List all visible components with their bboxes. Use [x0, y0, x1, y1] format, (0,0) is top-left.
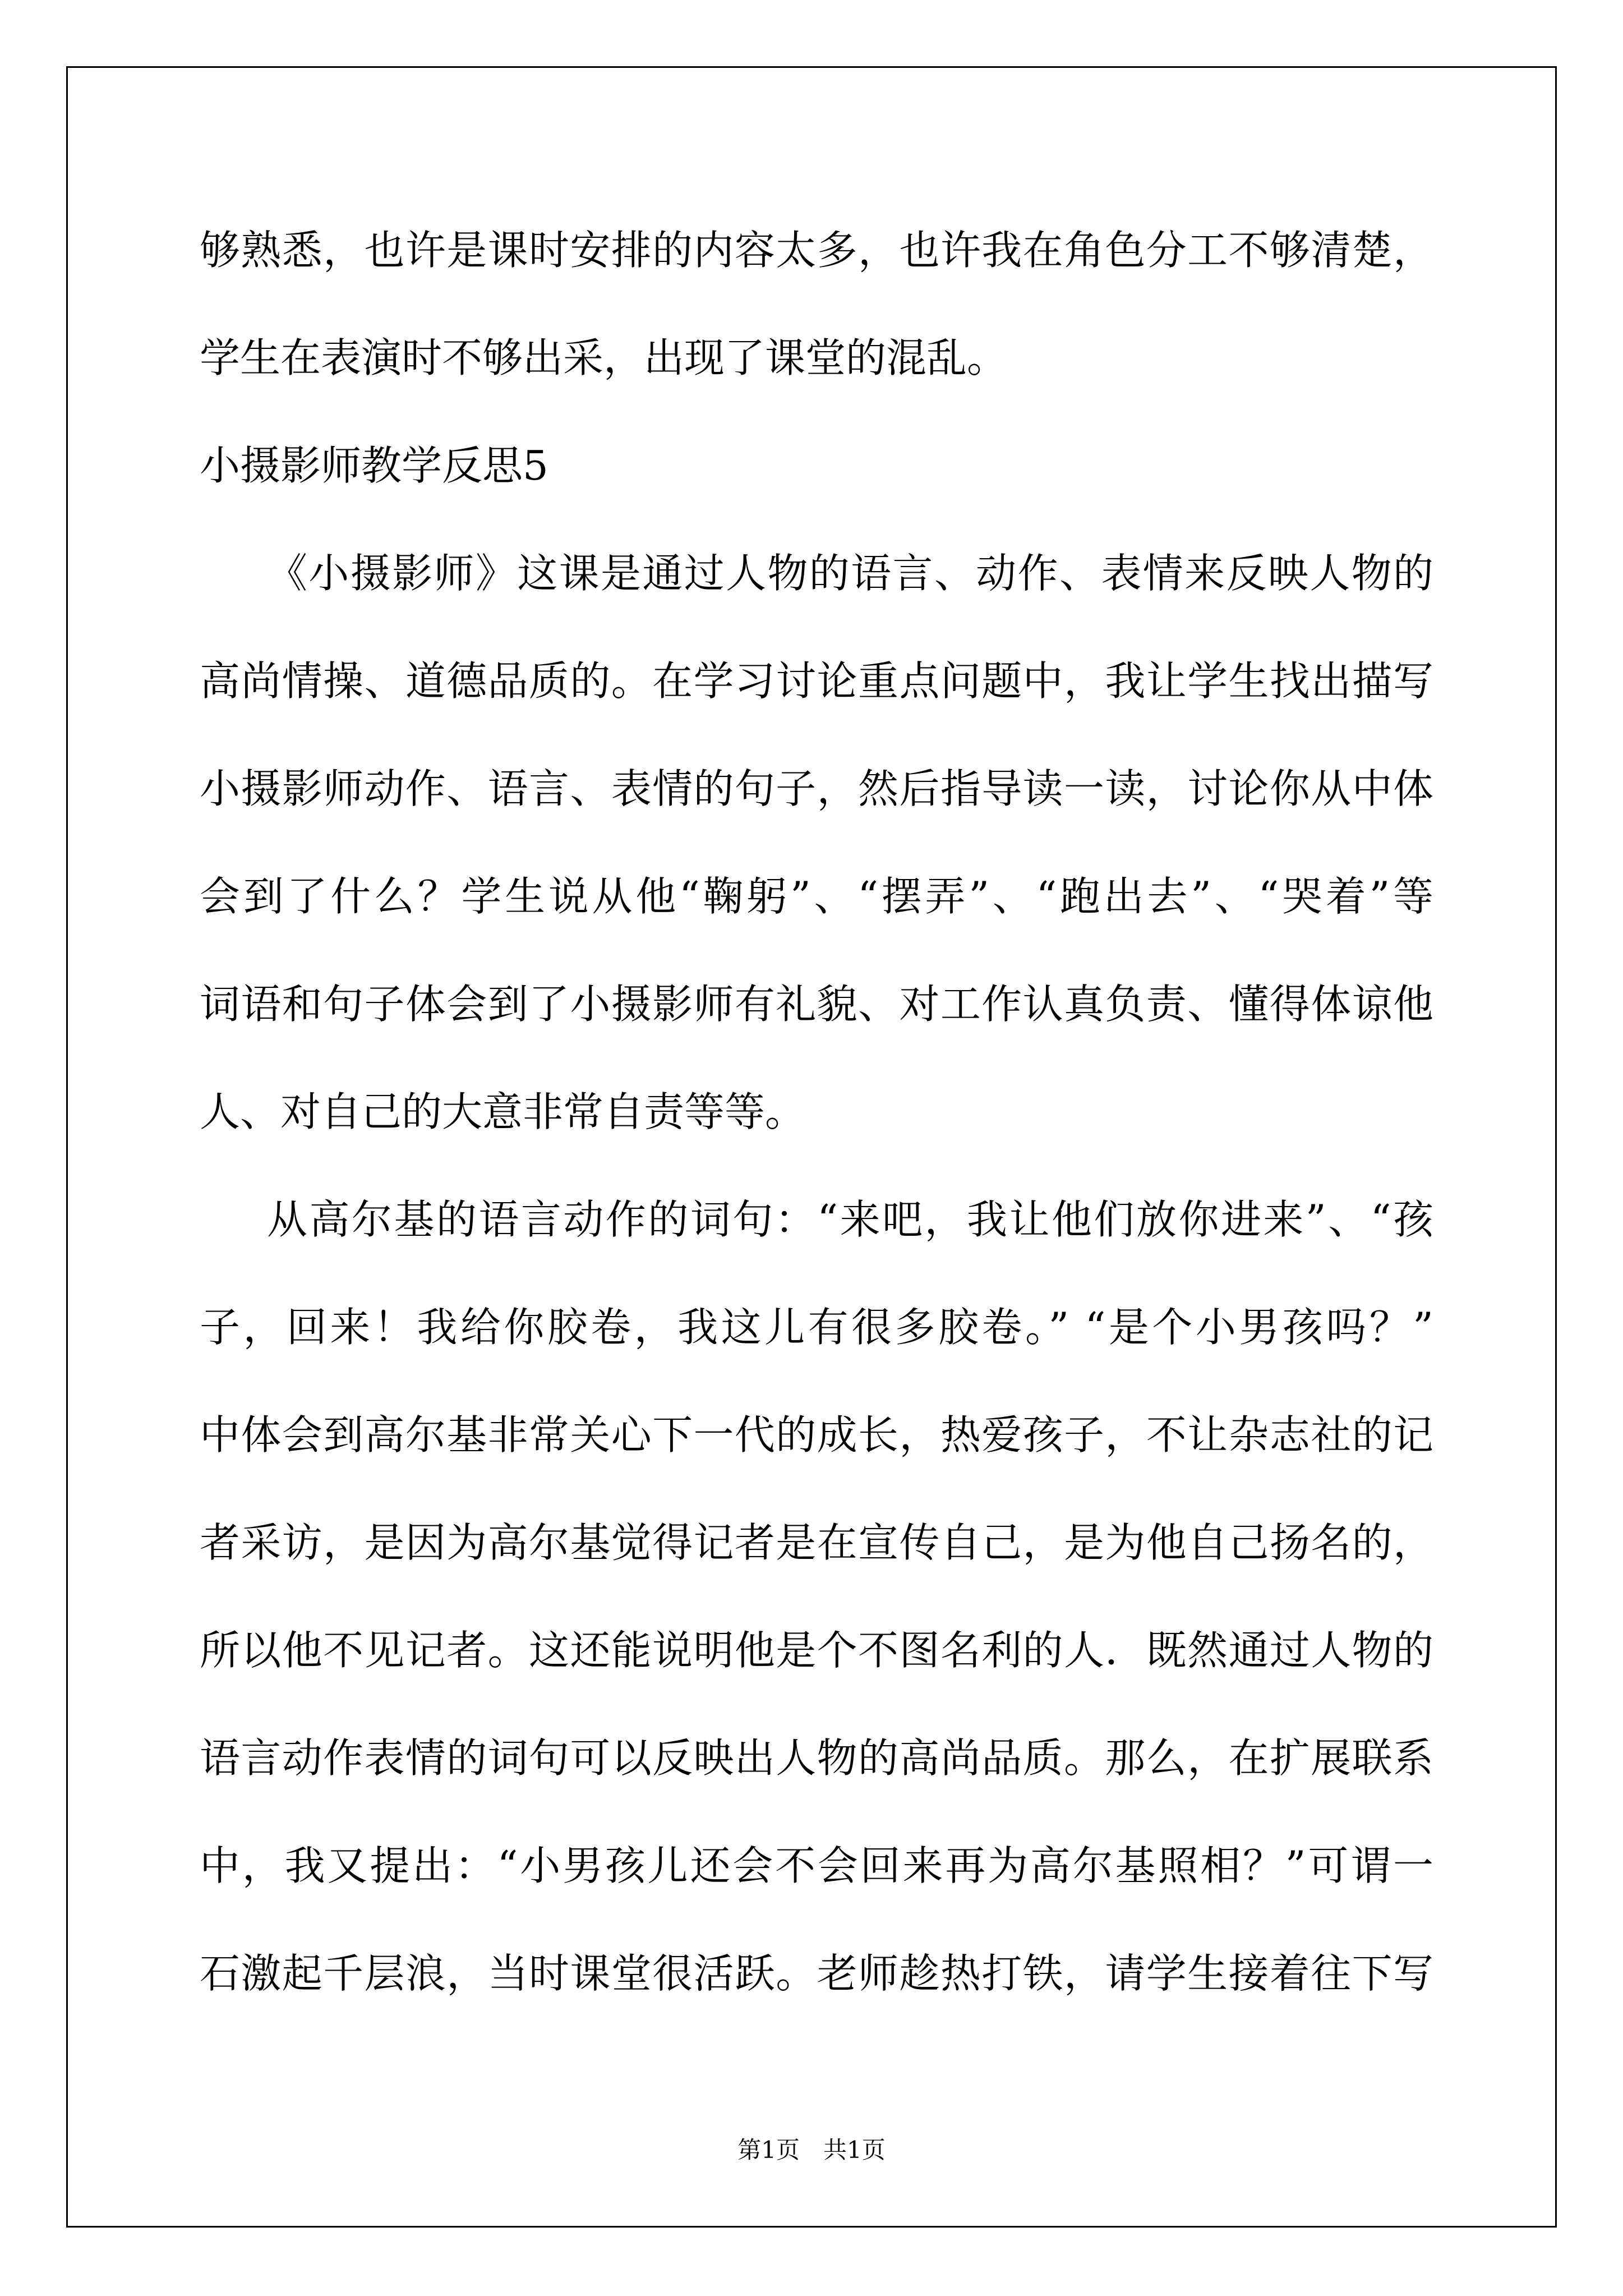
paragraph-line: 小摄影师动作、语言、表情的句子，然后指导读一读，讨论你从中体: [200, 765, 1433, 812]
paragraph-line: 高尚情操、道德品质的。在学习讨论重点问题中，我让学生找出描写: [200, 657, 1433, 705]
paragraph-line: 学生在表演时不够出采，出现了课堂的混乱。: [200, 334, 1008, 381]
paragraph-line: 够熟悉，也许是课时安排的内容太多，也许我在角色分工不够清楚，: [200, 227, 1433, 274]
paragraph-line: 中体会到高尔基非常关心下一代的成长，热爱孩子，不让杂志社的记: [200, 1411, 1433, 1458]
paragraph-line: 词语和句子体会到了小摄影师有礼貌、对工作认真负责、懂得体谅他: [200, 981, 1433, 1028]
paragraph-line: 中，我又提出：“小男孩儿还会不会回来再为高尔基照相？”可谓一: [200, 1842, 1433, 1889]
paragraph-line: 子，回来！我给你胶卷，我这儿有很多胶卷。” “是个小男孩吗？”: [200, 1304, 1433, 1351]
paragraph-line: 石激起千层浪，当时课堂很活跃。老师趁热打铁，请学生接着往下写: [200, 1950, 1433, 1997]
section-heading: 小摄影师教学反思5: [200, 442, 548, 489]
paragraph-line: 《小摄影师》这课是通过人物的语言、动作、表情来反映人物的: [267, 550, 1433, 597]
page-border: [66, 66, 1557, 2228]
paragraph-line: 所以他不见记者。这还能说明他是个不图名利的人．既然通过人物的: [200, 1627, 1433, 1674]
paragraph-line: 者采访，是因为高尔基觉得记者是在宣传自己，是为他自己扬名的，: [200, 1519, 1433, 1566]
page-footer: 第1页 共1页: [737, 2136, 886, 2164]
paragraph-line: 人、对自己的大意非常自责等等。: [200, 1088, 806, 1135]
paragraph-line: 会到了什么？学生说从他“鞠躬”、“摆弄”、“跑出去”、“哭着”等: [200, 873, 1433, 920]
paragraph-line: 语言动作表情的词句可以反映出人物的高尚品质。那么，在扩展联系: [200, 1734, 1433, 1782]
paragraph-line: 从高尔基的语言动作的词句：“来吧，我让他们放你进来”、“孩: [267, 1196, 1433, 1243]
